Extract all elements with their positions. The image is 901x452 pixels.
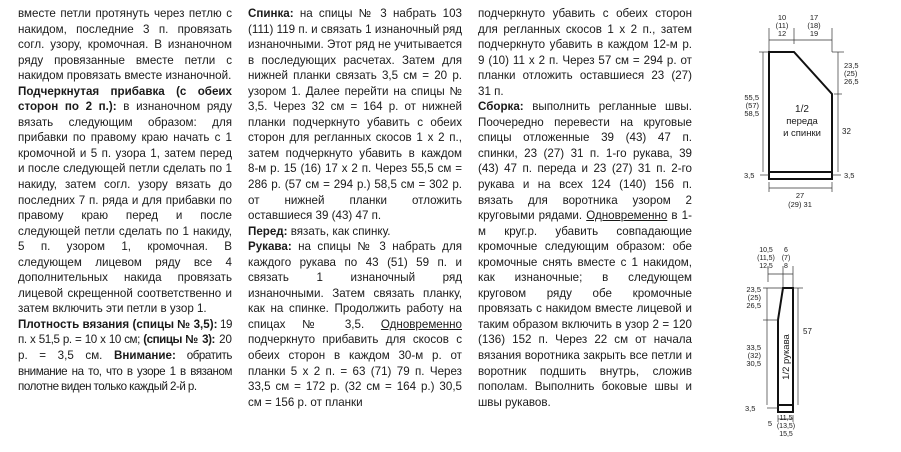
body-top-right-1: 17 — [809, 13, 819, 22]
sleeve-left-lower-1: 33,5 — [746, 343, 761, 352]
paragraph-increase: Подчеркнутая прибавка (с обеих сторон по 2 п.): в изнаночном ряду вязать следующим образом: для прибавки по правому краю начать с 1 кромочной и 5 п. узора 1, затем перед и после следующей петли сделать по 1 накиду, затем согл. узору вязать до последних 7 п. ряда и для прибавки по правому краю перед и после следующей петли сделать по 1 накиду, 5 п. узором 1, кромочная. В следующем лицевом ряду все 4 дополнительных накида провязать лицевой скрещенной соответственно и затем включить эти петли в узор 1. — [18, 84, 232, 316]
text-column-2 — [248, 6, 462, 410]
sleeve-top-right-3: 8 — [784, 263, 788, 270]
body-hem-band — [769, 172, 832, 179]
paragraph-back: Спинка: на спицы № 3 набрать 103 (111) 119 п. и связать 1 изнаночный ряд изнаночными. Этот ряд не учитывается в последующих расчетах. Затем для нижней планки связать 3,5 см = 20 р. узором 1. Далее перейти на спицы № 3,5. Через 32 см = 164 р. от нижней планки подчеркнуто убавить с обеих сторон для регланных скосов 1 х 2 п., затем подчеркнуто убавить в каждом 8-м р. 15 (16) 17 х 2 п. Через 55,5 см = 286 р. (57 см = 294 р.) 58,5 см = 302 р. от нижней планки отложить оставшиеся 39 (43) 47 п. — [248, 7, 462, 223]
body-label-1: 1/2 — [795, 104, 809, 115]
body-label-3: и спинки — [783, 128, 821, 139]
sleeve-right: 57 — [803, 327, 812, 336]
sleeve-left-upper-2: (25) — [747, 293, 761, 302]
paragraph-front: Перед: вязать, как спинку. — [248, 224, 391, 238]
sleeve-bottom-3: 15,5 — [779, 431, 793, 438]
sleeve-top-left-2: (11,5) — [757, 255, 775, 262]
body-left-3: 58,5 — [744, 109, 759, 118]
sleeve-left-lower-2: (32) — [747, 351, 761, 360]
sleeve-top-right-1: 6 — [784, 247, 788, 254]
sleeve-hem-left: 3,5 — [745, 404, 756, 413]
body-hem-right: 3,5 — [844, 171, 855, 180]
body-label-2: переда — [786, 116, 818, 127]
body-hem-left: 3,5 — [744, 171, 755, 180]
sleeve-cuff-band — [778, 405, 793, 412]
body-schematic — [744, 13, 859, 209]
paragraph-decrease-end: вместе петли протянуть через петлю с накидом, последние 3 п. провязать согл. узору, кромочная. В изнаночном ряду провязанные вместе петли с накидом провязать вместе изнаночной. — [18, 7, 232, 83]
text-column-3 — [478, 6, 692, 410]
sleeve-hem-bottom: 5 — [767, 419, 772, 428]
pattern-schematics — [730, 12, 900, 442]
body-right-upper-3: 26,5 — [844, 77, 859, 86]
body-right-upper-2: (25) — [844, 69, 858, 78]
body-right-lower: 32 — [842, 127, 851, 136]
sleeve-bottom-1: 11,5 — [779, 415, 793, 422]
body-top-left-3: 12 — [777, 29, 787, 38]
body-bottom-2: (29) 31 — [788, 200, 812, 209]
paragraph-sleeves-cont: подчеркнуто убавить с обеих сторон для регланных скосов 1 х 2 п., затем подчеркнуто убавить в каждом 12-м р. 9 (10) 11 х 2 п. Через 57 см = 294 р. от планки отложить оставшиеся 23 (27) 31 п. — [478, 7, 692, 98]
text-column-1 — [18, 6, 232, 395]
sleeve-left-upper-1: 23,5 — [746, 285, 761, 294]
paragraph-gauge: Плотность вязания (спицы № 3,5): 19 п. х 51,5 р. = 10 х 10 см; (спицы № 3): 20 р. = 3,5 см. Внимание: обратить внимание на то, что в узоре 1 в вязаном полотне виден только каждый 2-й р. — [18, 317, 232, 394]
body-top-right-2: (18) — [807, 21, 821, 30]
body-right-upper-1: 23,5 — [844, 61, 859, 70]
sleeve-label: 1/2 рукава — [781, 334, 792, 380]
body-top-right-3: 19 — [809, 29, 819, 38]
paragraph-sleeves: Рукава: на спицы № 3 набрать для каждого рукава по 43 (51) 59 п. и связать 1 изнаночный ряд изнаночными. Затем связать планку, как на спинке. Продолжить работу на спицах № 3,5. Одновременно подчеркнуто прибавить для скосов с обеих сторон в каждом 30-м р. от планки 5 х 2 п. = 63 (71) 79 п. Через 33,5 см = 172 р. (32 см = 164 р.) 30,5 см = 156 р. от планки — [248, 240, 462, 409]
sleeve-left-lower-3: 30,5 — [746, 359, 761, 368]
paragraph-assembly: Сборка: выполнить регланные швы. Поочередно перевести на круговые спицы отложенные 39 (43) 47 п. спинки, 23 (27) 31 п. 1-го рукава, 39 (43) 47 п. переда и 23 (27) 31 п. 2-го рукава и на всех 124 (140) 156 п. вязать для воротника узором 2 круговыми рядами. Одновременно в 1-м круг.р. убавить совпадающие кромочные следующим образом: обе кромочные снять вместе с 1 накидом, как изнаночные; в следующем круговом ряду обе кромочные провязать с накидом вместе лицевой и таким образом включить в узор 2 = 120 (136) 152 п. Через 22 см от начала вязания воротника закрыть все петли и воротник подшить внутрь, сложив пополам. Выполнить боковые швы и швы рукавов. — [478, 100, 692, 409]
body-left-2: (57) — [745, 101, 759, 110]
body-top-left-2: (11) — [775, 21, 789, 30]
body-bottom-1: 27 — [795, 191, 805, 200]
sleeve-top-left-3: 12,5 — [759, 263, 773, 270]
sleeve-top-left-1: 10,5 — [759, 247, 773, 254]
sleeve-bottom-2: (13,5) — [776, 423, 796, 430]
sleeve-schematic — [745, 247, 812, 438]
sleeve-top-right-2: (7) — [781, 255, 791, 262]
body-top-left-1: 10 — [777, 13, 787, 22]
body-left-1: 55,5 — [744, 93, 759, 102]
sleeve-left-upper-3: 26,5 — [746, 301, 761, 310]
